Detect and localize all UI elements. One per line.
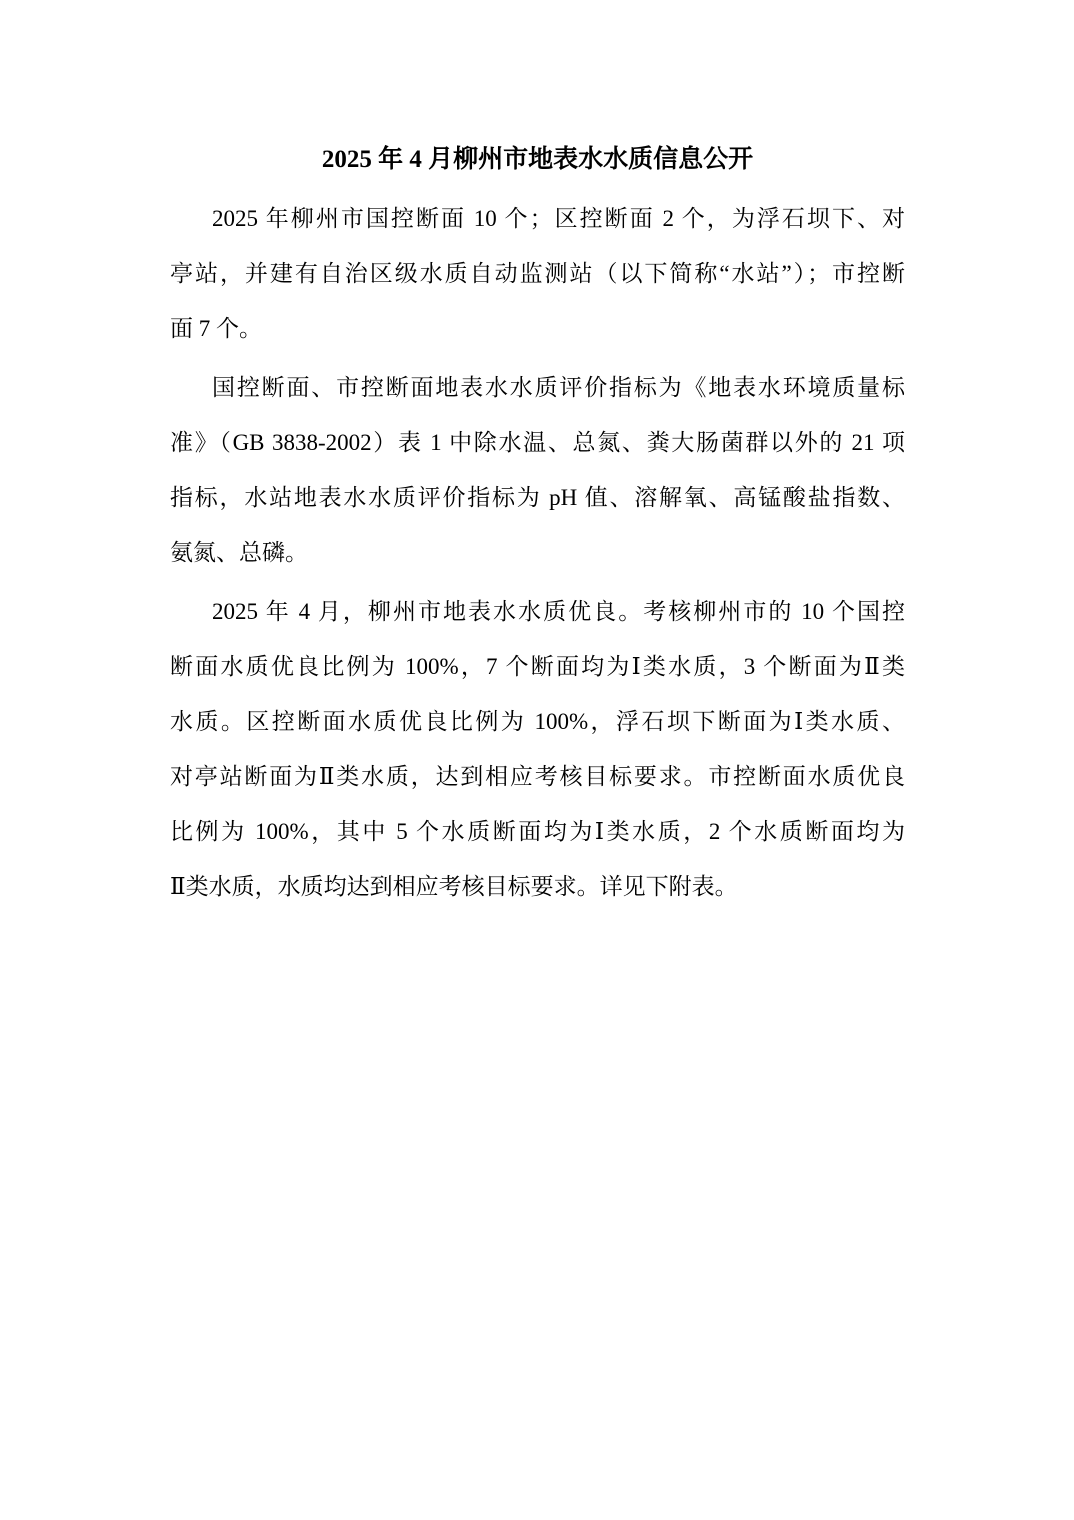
text-line: 国控断面、市控断面地表水水质评价指标为《地表水环境质量标 <box>212 375 905 400</box>
text-line: 对亭站断面为Ⅱ类水质，达到相应考核目标要求。市控断面水质优良 <box>170 764 905 789</box>
document-title: 2025 年 4 月柳州市地表水水质信息公开 <box>321 146 754 173</box>
text-line: 2025 年 4 月，柳州市地表水水质优良。考核柳州市的 10 个国控 <box>212 599 905 624</box>
text-line: 比例为 100%，其中 5 个水质断面均为Ⅰ类水质，2 个水质断面均为 <box>170 819 905 844</box>
paragraph <box>170 360 905 580</box>
paragraph <box>170 584 905 914</box>
text-line: 断面水质优良比例为 100%，7 个断面均为Ⅰ类水质，3 个断面为Ⅱ类 <box>170 654 905 679</box>
text-line: Ⅱ类水质，水质均达到相应考核目标要求。详见下附表。 <box>170 874 738 899</box>
text-line: 2025 年柳州市国控断面 10 个；区控断面 2 个，为浮石坝下、对 <box>212 206 905 231</box>
text-line: 亭站，并建有自治区级水质自动监测站（以下简称“水站”）；市控断 <box>170 261 905 286</box>
text-line: 准》（GB 3838-2002）表 1 中除水温、总氮、粪大肠菌群以外的 21 项 <box>170 430 905 455</box>
text-line: 水质。区控断面水质优良比例为 100%，浮石坝下断面为Ⅰ类水质、 <box>170 709 905 734</box>
document-body <box>170 191 905 914</box>
text-line: 面 7 个。 <box>170 316 262 341</box>
text-line: 氨氮、总磷。 <box>170 540 308 565</box>
paragraph <box>170 191 905 356</box>
text-line: 指标，水站地表水水质评价指标为 pH 值、溶解氧、高锰酸盐指数、 <box>170 485 905 510</box>
